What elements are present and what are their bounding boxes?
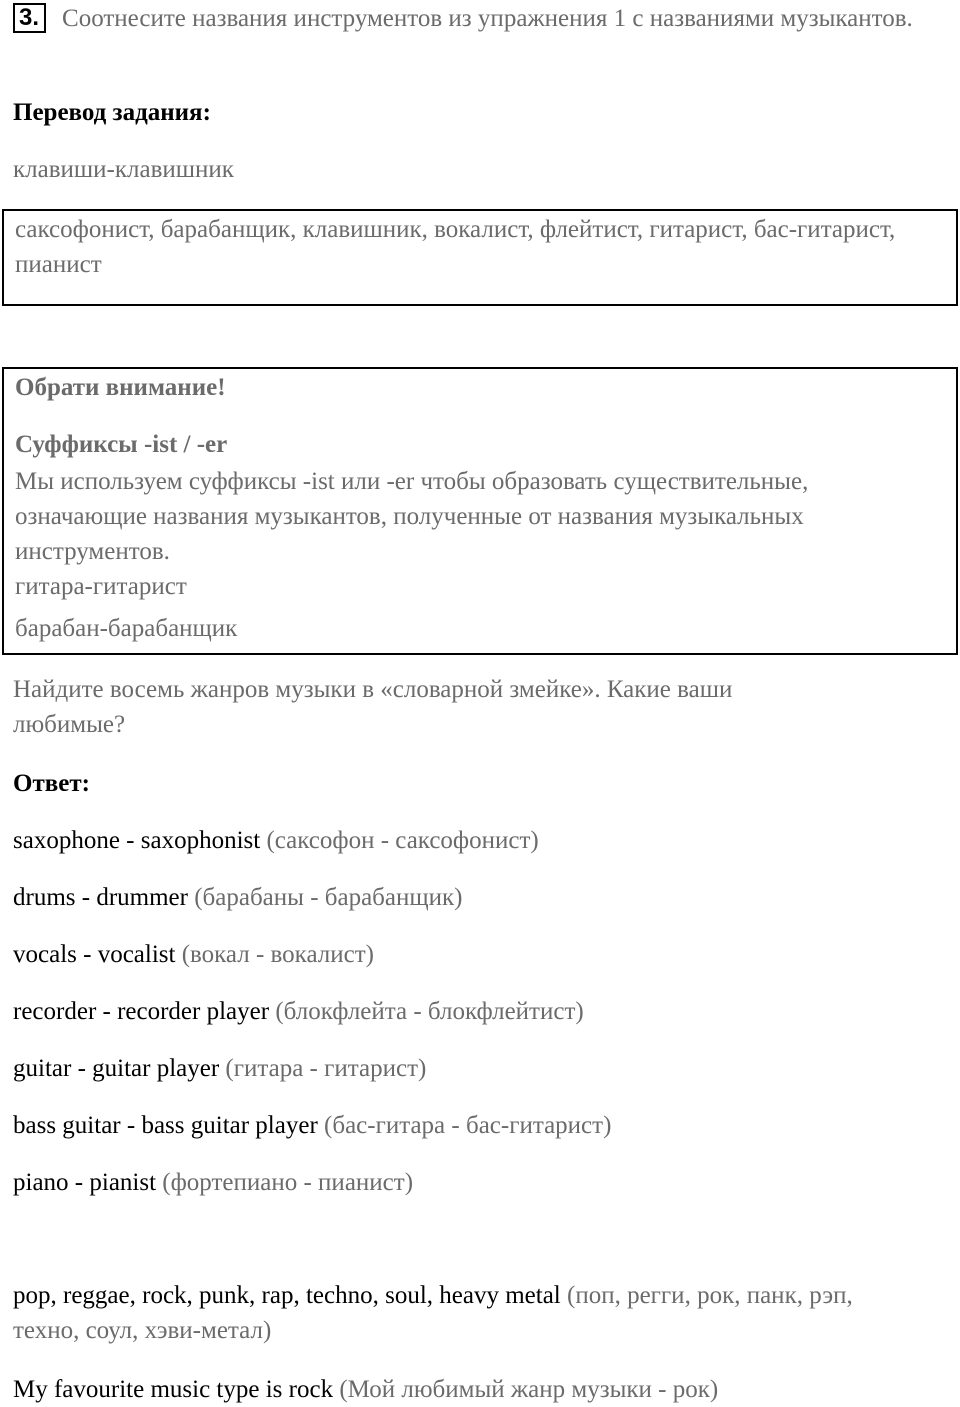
answer-pair (13, 937, 952, 972)
answer-pair-en: piano - pianist (13, 1169, 157, 1196)
task-number: 3. (13, 3, 46, 33)
task2-text: Найдите восемь жанров музыки в «словарной змейке». Какие ваши любимые? (13, 676, 733, 738)
translation-example: клавиши-клавишник (13, 156, 234, 183)
genres-ru: (поп, регги, рок, панк, рэп, техно, соул, хэви-метал) (13, 1282, 853, 1344)
translation-words: саксофонист, барабанщик, клавишник, вокалист, флейтист, гитарист, бас-гитарист, пианист (15, 216, 896, 278)
genres-answer (13, 1278, 920, 1348)
answer-pair (13, 1108, 952, 1143)
answer-pair (13, 1165, 952, 1200)
notice-subtitle: Суффиксы -ist / -er (15, 431, 228, 458)
answer-pair-ru: (саксофон - саксофонист) (266, 827, 539, 854)
answer-heading: Ответ: (13, 770, 90, 797)
answer-pair-en: vocals - vocalist (13, 941, 176, 968)
answer-pair-ru: (фортепиано - пианист) (162, 1169, 414, 1196)
answer-pair (13, 880, 952, 915)
notice-body: Мы используем суффиксы -ist или -er чтобы образовать существительные, означающие названия музыкантов, полученные от названия музыкальных инструментов. (15, 468, 809, 565)
notice-example-1: гитара-гитарист (15, 573, 187, 600)
answer-pair-en: bass guitar - bass guitar player (13, 1112, 318, 1139)
answer-pair-en: recorder - recorder player (13, 998, 270, 1025)
notice-title: Обрати внимание! (15, 374, 226, 401)
answer-pair-en: drums - drummer (13, 884, 188, 911)
answer-pair-ru: (бас-гитара - бас-гитарист) (324, 1112, 612, 1139)
answer-pair (13, 823, 952, 858)
answer-pair-ru: (гитара - гитарист) (225, 1055, 427, 1082)
answer-pair (13, 1051, 952, 1086)
favourite-ru: (Мой любимый жанр музыки - рок) (339, 1376, 719, 1403)
answer-pair (13, 994, 952, 1029)
task-statement (13, 1, 952, 36)
answer-pair-en: guitar - guitar player (13, 1055, 220, 1082)
answer-pair-en: saxophone - saxophonist (13, 827, 261, 854)
favourite-answer (13, 1372, 952, 1407)
answer-pair-ru: (блокфлейта - блокфлейтист) (275, 998, 584, 1025)
notice-example-2: барабан-барабанщик (15, 615, 238, 642)
notice-box (2, 367, 958, 655)
answer-pair-ru: (вокал - вокалист) (181, 941, 374, 968)
favourite-en: My favourite music type is rock (13, 1376, 334, 1403)
genres-en: pop, reggae, rock, punk, rap, techno, soul, heavy metal (13, 1282, 561, 1309)
translation-words-box (2, 209, 958, 306)
answer-pair-ru: (барабаны - барабанщик) (194, 884, 463, 911)
task-text: Соотнесите названия инструментов из упражнения 1 с названиями музыкантов. (62, 5, 913, 32)
translation-heading: Перевод задания: (13, 99, 211, 126)
